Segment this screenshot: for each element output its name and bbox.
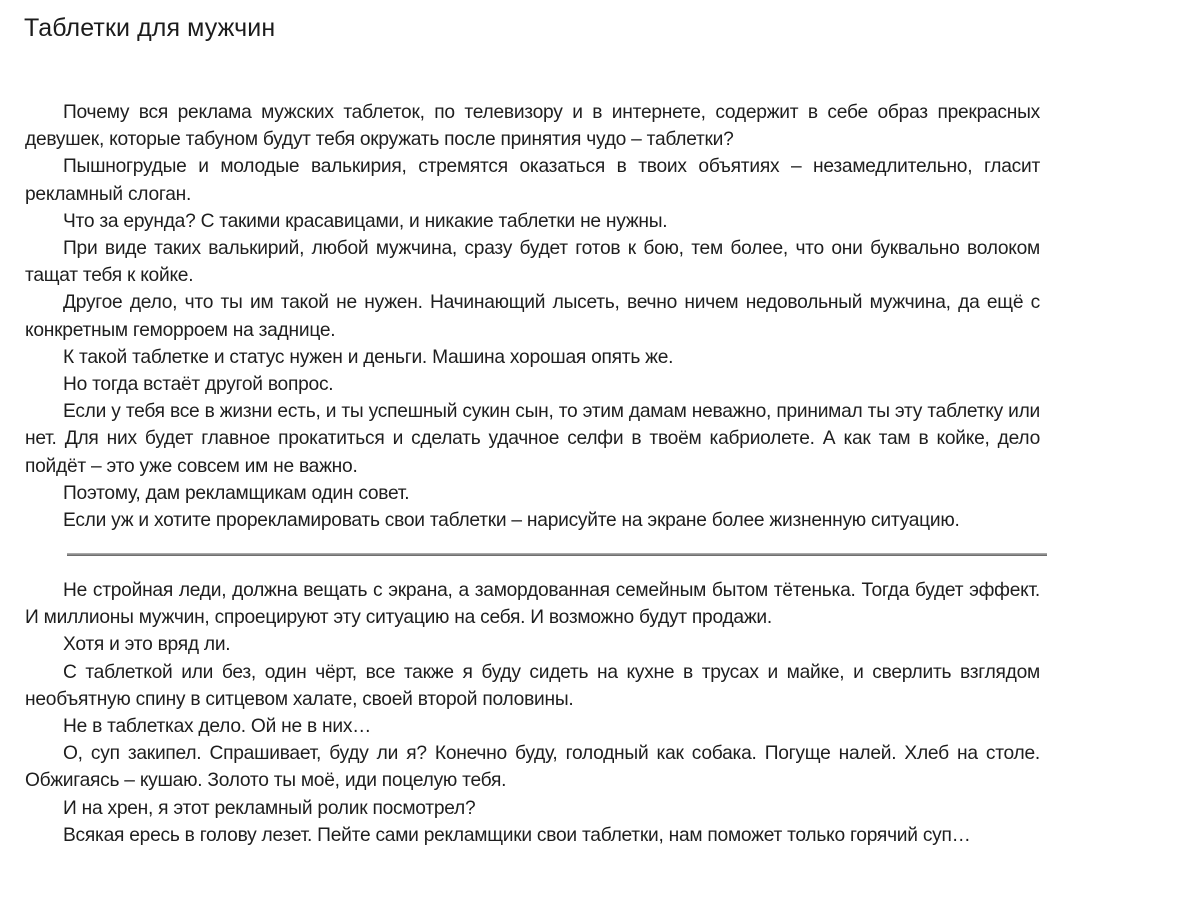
paragraph: Поэтому, дам рекламщикам один совет. — [63, 482, 410, 504]
paragraph: Всякая ересь в голову лезет. Пейте сами рекламщики свои таблетки, нам поможет только горячий суп… — [63, 824, 971, 846]
paragraph: При виде таких валькирий, любой мужчина, сразу будет готов к бою, тем более, что они буквально волоком тащат тебя к койке. — [25, 238, 1040, 287]
page-title: Таблетки для мужчин — [24, 14, 276, 42]
paragraph: Если у тебя все в жизни есть, и ты успешный сукин сын, то этим дамам неважно, принимал ты эту таблетку или нет. Для них будет главное прокатиться и сделать удачное селфи в твоём кабриолете. А как там в койке, дело пойдёт – это уже совсем им не важно. — [25, 401, 1040, 477]
paragraph: К такой таблетке и статус нужен и деньги. Машина хорошая опять же. — [63, 346, 674, 368]
paragraph: Почему вся реклама мужских таблеток, по телевизору и в интернете, содержит в себе образ прекрасных девушек, которые табуном будут тебя окружать после принятия чудо – таблетки? — [25, 102, 1040, 151]
paragraph: О, суп закипел. Спрашивает, буду ли я? Конечно буду, голодный как собака. Погуще налей. Хлеб на столе. Обжигаясь – кушаю. Золото ты моё, иди поцелую тебя. — [25, 743, 1040, 792]
paragraph: Не стройная леди, должна вещать с экрана, а замордованная семейным бытом тётенька. Тогда будет эффект. И миллионы мужчин, спроецируют эту ситуацию на себя. И возможно будут продажи. — [25, 580, 1040, 629]
paragraph: Что за ерунда? С такими красавицами, и никакие таблетки не нужны. — [63, 210, 668, 232]
article-section-2 — [25, 577, 1040, 849]
paragraph: Хотя и это вряд ли. — [63, 634, 231, 656]
paragraph: Если уж и хотите прорекламировать свои таблетки – нарисуйте на экране более жизненную ситуацию. — [63, 510, 960, 532]
paragraph: Другое дело, что ты им такой не нужен. Начинающий лысеть, вечно ничем недовольный мужчина, да ещё с конкретным геморроем на заднице. — [25, 292, 1040, 341]
article-section-1 — [25, 99, 1040, 534]
paragraph: Не в таблетках дело. Ой не в них… — [63, 716, 372, 738]
paragraph: Пышногрудые и молодые валькирия, стремятся оказаться в твоих объятиях – незамедлительно, гласит рекламный слоган. — [25, 156, 1040, 205]
paragraph: С таблеткой или без, один чёрт, все также я буду сидеть на кухне в трусах и майке, и сверлить взглядом необъятную спину в ситцевом халате, своей второй половины. — [25, 661, 1040, 710]
paragraph: И на хрен, я этот рекламный ролик посмотрел? — [63, 797, 476, 819]
section-divider — [67, 553, 1047, 556]
paragraph: Но тогда встаёт другой вопрос. — [63, 374, 334, 396]
